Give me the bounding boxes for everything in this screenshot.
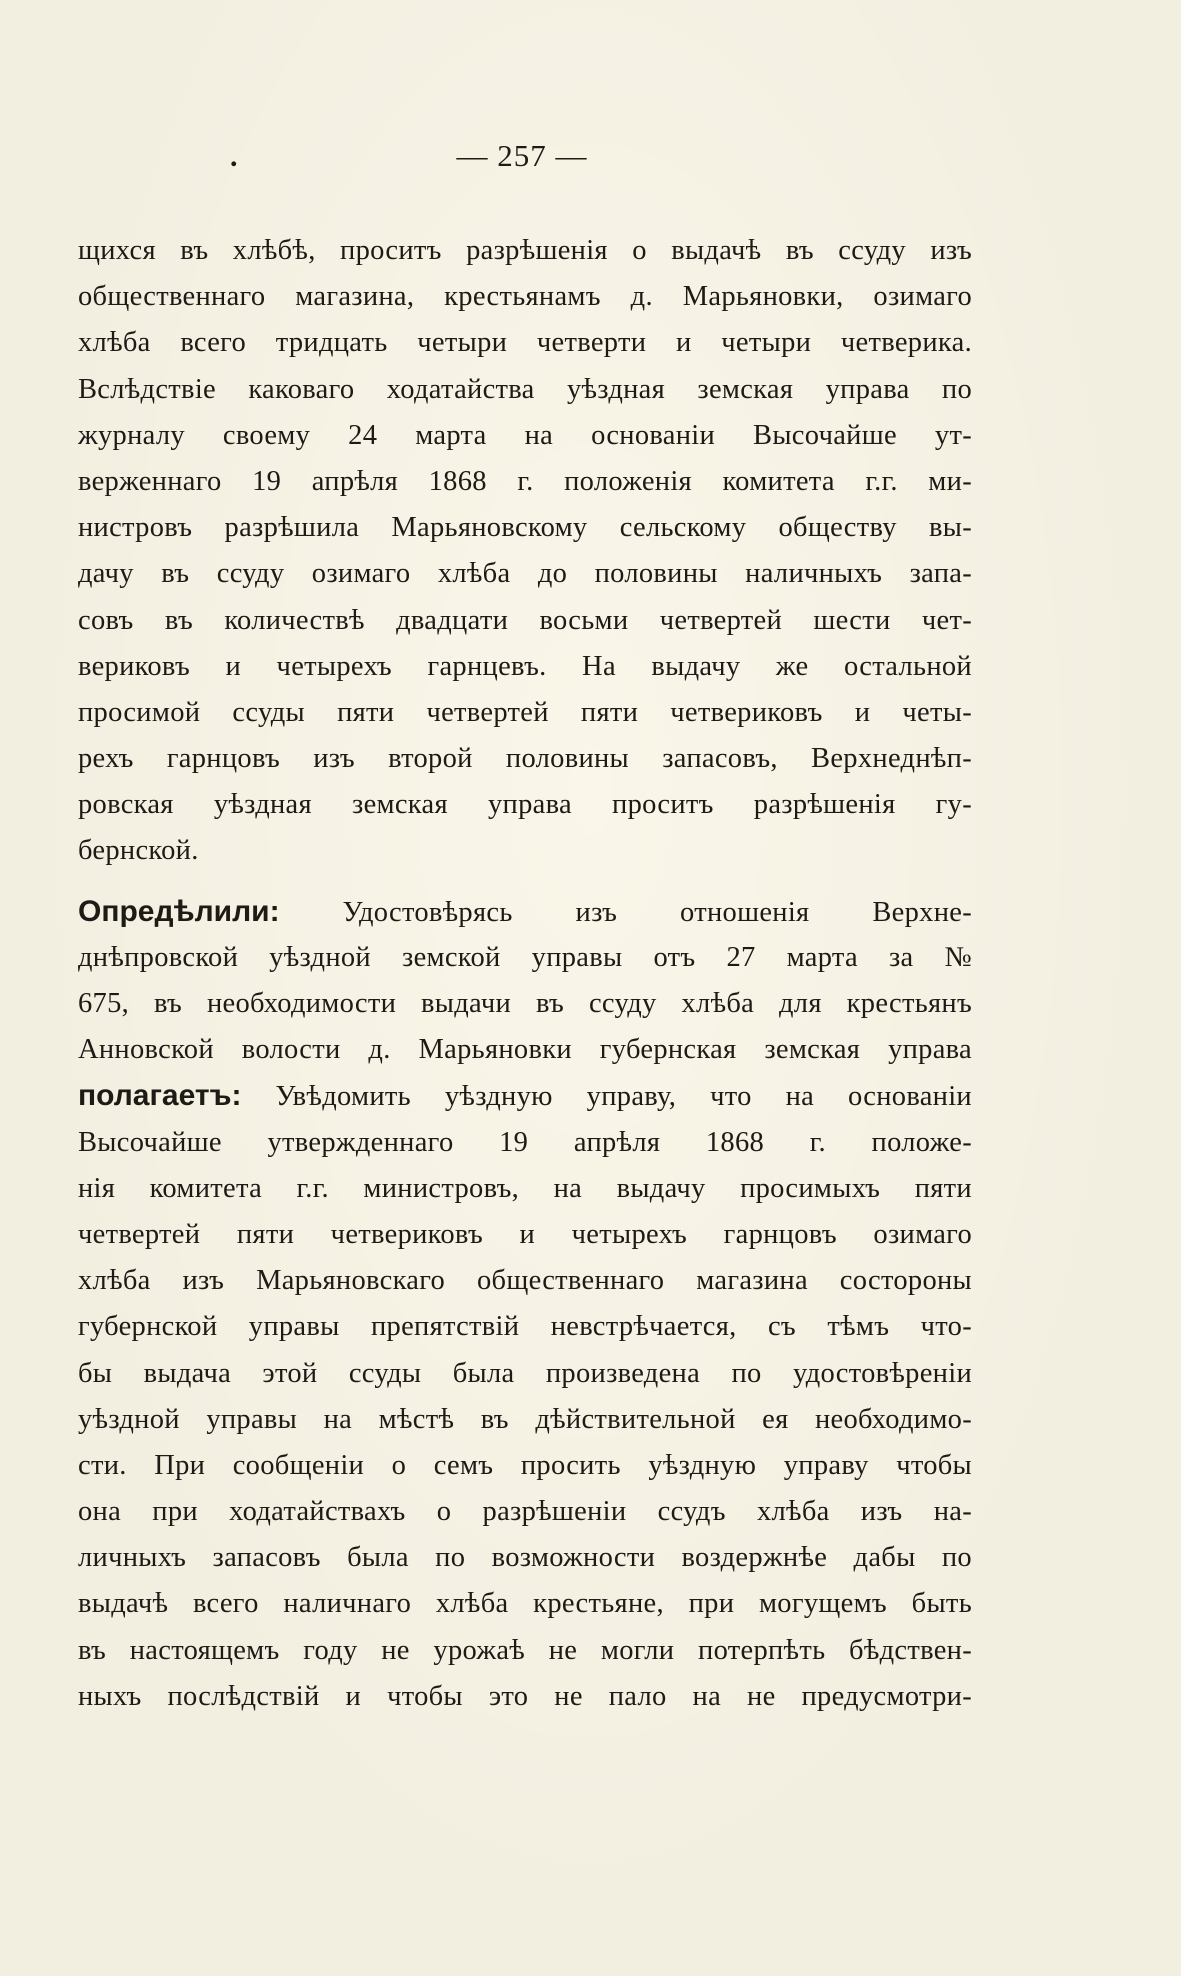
text-line: Анновской волости д. Марьяновки губернская земская управа xyxy=(78,1034,972,1066)
text-line: выдачѣ всего наличнаго хлѣба крестьяне, при могущемъ быть xyxy=(78,1588,972,1620)
text-line: ныхъ послѣдствій и чтобы это не пало на не предусмотри- xyxy=(78,1680,972,1712)
text-line: сти. При сообщеніи о семъ просить уѣздную управу чтобы xyxy=(78,1449,972,1481)
text-line: въ настоящемъ году не урожаѣ не могли потерпѣть бѣдствен- xyxy=(78,1634,972,1666)
text-line: личныхъ запасовъ была по возможности воздержнѣе дабы по xyxy=(78,1542,972,1574)
text-line: рехъ гарнцовъ изъ второй половины запасовъ, Верхнеднѣп- xyxy=(78,743,972,775)
text-line: уѣздной управы на мѣстѣ въ дѣйствительной ея необходимо- xyxy=(78,1403,972,1435)
text-line: четвертей пяти четвериковъ и четырехъ гарнцовъ озимаго xyxy=(78,1218,972,1250)
text-line: дачу въ ссуду озимаго хлѣба до половины наличныхъ запа- xyxy=(78,558,972,590)
resolution-heading: Опредѣлили: xyxy=(78,894,280,928)
text-line: ровская уѣздная земская управа проситъ разрѣшенія гу- xyxy=(78,789,972,821)
text-line: совъ въ количествѣ двадцати восьми четвертей шести чет- xyxy=(78,604,972,636)
text-line: верженнаго 19 апрѣля 1868 г. положенія комитета г.г. ми- xyxy=(78,465,972,497)
text-body xyxy=(78,228,972,1720)
page-header xyxy=(0,138,1181,178)
text-line: щихся въ хлѣбѣ, проситъ разрѣшенія о выдачѣ въ ссуду изъ xyxy=(78,235,972,266)
text-line: Вслѣдствіе каковаго ходатайства уѣздная земская управа по xyxy=(78,373,972,405)
text-line: нія комитета г.г. министровъ, на выдачу просимыхъ пяти xyxy=(78,1172,972,1204)
text-line: вериковъ и четырехъ гарнцевъ. На выдачу же остальной xyxy=(78,650,972,682)
text-line: журналу своему 24 марта на основаніи Высочайше ут- xyxy=(78,419,972,451)
text-line: хлѣба всего тридцать четыри четверти и четыри четверика. xyxy=(78,327,972,359)
text-line: хлѣба изъ Марьяновскаго общественнаго магазина состороны xyxy=(78,1265,972,1297)
text-line: бернской. xyxy=(78,835,199,867)
text-line: нистровъ разрѣшила Марьяновскому сельскому обществу вы- xyxy=(78,512,972,544)
page-number: — 257 — xyxy=(456,138,588,173)
text-line: губернской управы препятствій невстрѣчается, съ тѣмъ что- xyxy=(78,1311,972,1343)
resolution-lead-text: Удостовѣрясь изъ отношенія Верхне- xyxy=(342,896,972,928)
text-line: общественнаго магазина, крестьянамъ д. Марьяновки, озимаго xyxy=(78,281,972,313)
text-line: Высочайше утвержденнаго 19 апрѣля 1868 г. положе- xyxy=(78,1126,972,1158)
text-line: 675, въ необходимости выдачи въ ссуду хлѣба для крестьянъ xyxy=(78,988,972,1019)
decision-text: Увѣдомить уѣздную управу, что на основаніи xyxy=(275,1081,972,1113)
text-line: бы выдача этой ссуды была произведена по удостовѣреніи xyxy=(78,1357,972,1389)
text-line: просимой ссуды пяти четвертей пяти четвериковъ и четы- xyxy=(78,696,972,728)
margin-mark: . xyxy=(230,140,239,173)
decision-keyword: полагаетъ: xyxy=(78,1079,242,1113)
decision-line xyxy=(78,1073,972,1119)
text-line: днѣпровской уѣздной земской управы отъ 27 марта за № xyxy=(78,941,972,973)
resolution-lead-line xyxy=(78,889,972,935)
text-line: она при ходатайствахъ о разрѣшеніи ссудъ хлѣба изъ на- xyxy=(78,1496,972,1528)
